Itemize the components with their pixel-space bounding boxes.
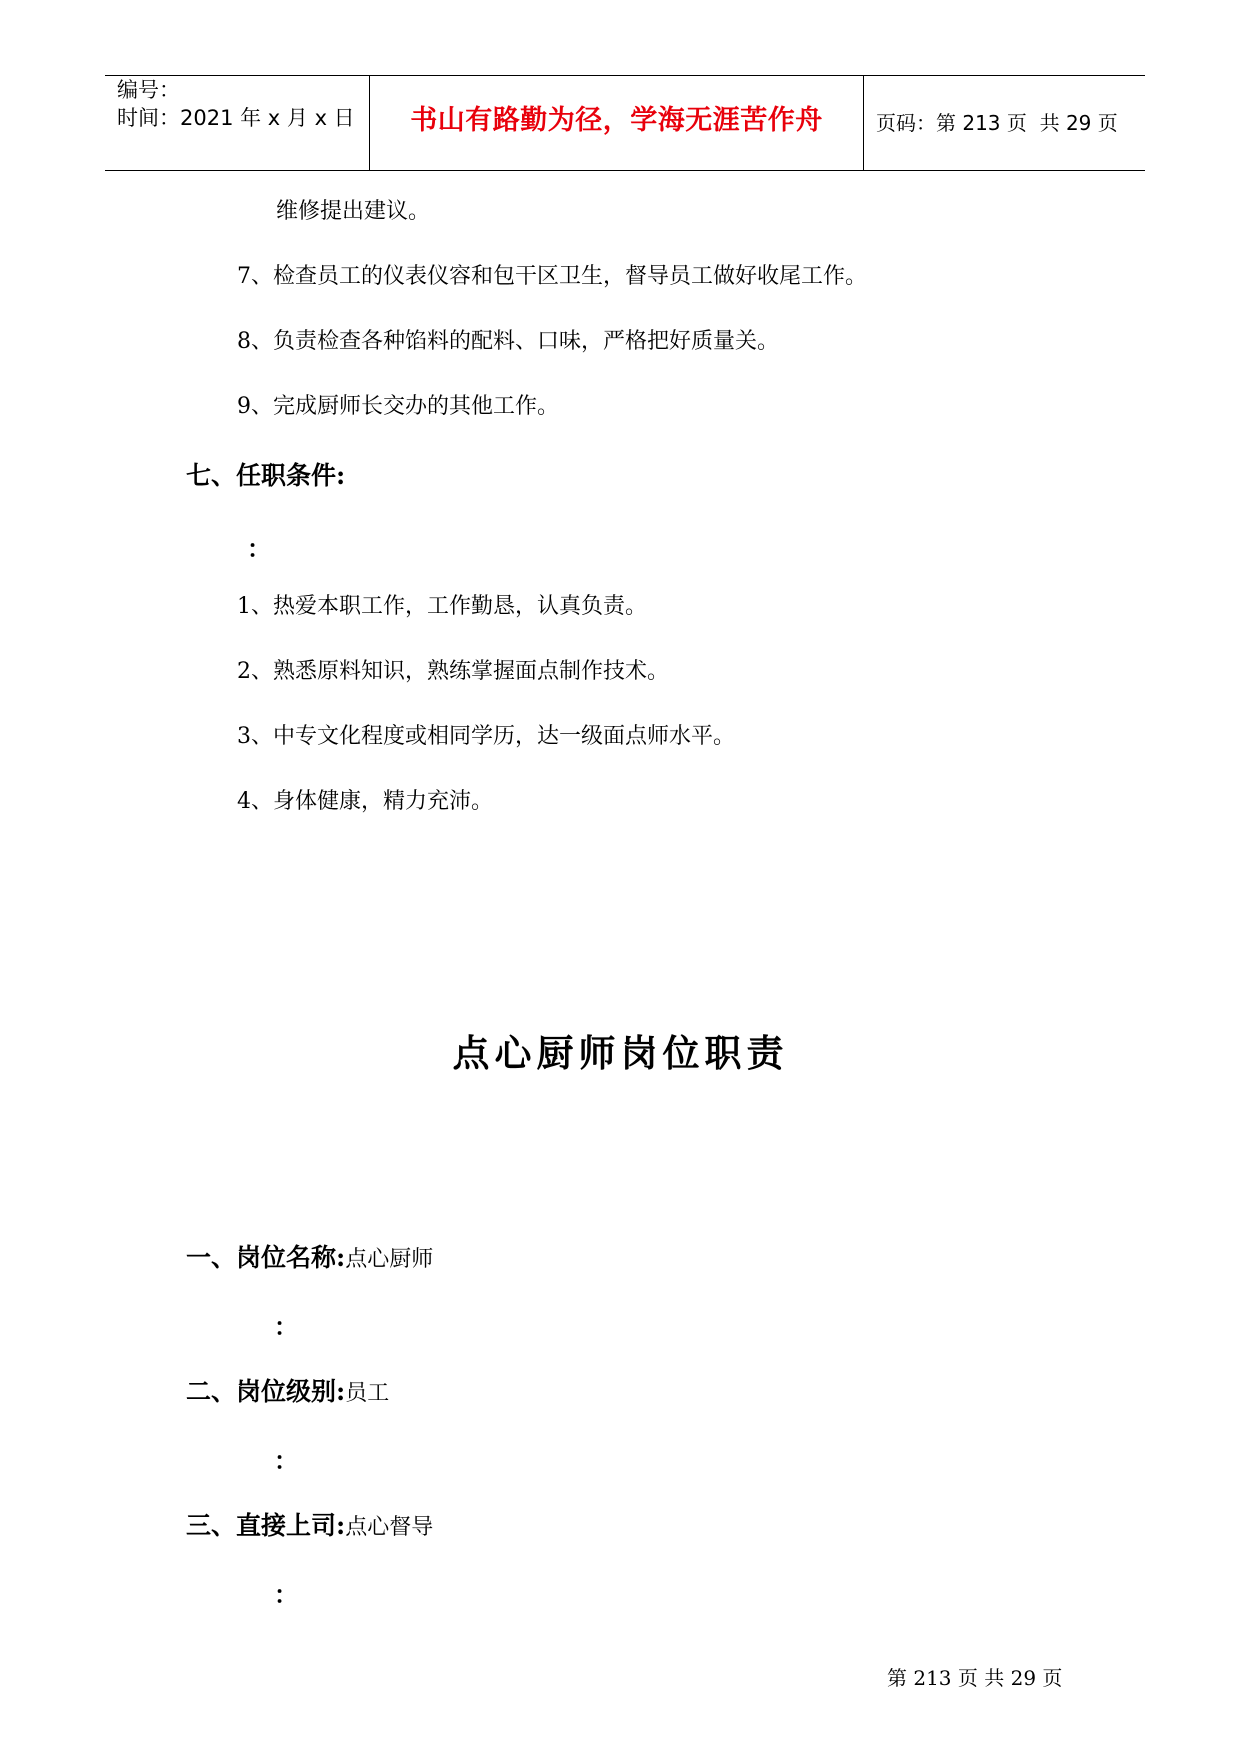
qualification-item-1: 1、热爱本职工作，工作勤恳，认真负责。 bbox=[237, 594, 647, 619]
field-label: 一、岗位名称: bbox=[186, 1243, 346, 1272]
duty-item-7: 7、检查员工的仪表仪容和包干区卫生，督导员工做好收尾工作。 bbox=[237, 264, 867, 289]
field-direct-supervisor bbox=[186, 1510, 433, 1544]
header-motto-cell bbox=[370, 76, 864, 170]
duty-item-9: 9、完成厨师长交办的其他工作。 bbox=[237, 394, 559, 419]
field-colon: ： bbox=[274, 1312, 298, 1341]
document-title: 点心厨师岗位职责 bbox=[452, 1031, 789, 1075]
continued-line: 维修提出建议。 bbox=[276, 199, 431, 224]
field-position-name bbox=[186, 1242, 433, 1276]
field-position-level bbox=[186, 1376, 389, 1410]
page-header bbox=[105, 75, 1145, 171]
time-label: 时间：2021 年 x 月 x 日 bbox=[117, 106, 355, 130]
qualification-item-2: 2、熟悉原料知识，熟练掌握面点制作技术。 bbox=[237, 659, 669, 684]
qualification-item-4: 4、身体健康，精力充沛。 bbox=[237, 789, 493, 814]
page-info: 页码：第 213 页 共 29 页 bbox=[876, 111, 1118, 135]
page-footer: 第 213 页 共 29 页 bbox=[887, 1666, 1063, 1690]
field-colon: ： bbox=[274, 1446, 298, 1475]
header-left-cell bbox=[105, 76, 370, 170]
field-label: 三、直接上司: bbox=[186, 1511, 346, 1540]
qualification-item-3: 3、中专文化程度或相同学历，达一级面点师水平。 bbox=[237, 724, 735, 749]
qualifications-heading: 七、任职条件: bbox=[186, 461, 346, 490]
field-value: 点心督导 bbox=[345, 1515, 434, 1540]
field-label: 二、岗位级别: bbox=[186, 1377, 346, 1406]
duty-item-8: 8、负责检查各种馅料的配料、口味，严格把好质量关。 bbox=[237, 329, 779, 354]
serial-label: 编号： bbox=[117, 78, 180, 102]
header-page-cell bbox=[864, 76, 1145, 170]
qualifications-colon: ： bbox=[247, 534, 271, 563]
field-value: 点心厨师 bbox=[345, 1247, 434, 1272]
field-colon: ： bbox=[274, 1580, 298, 1609]
motto-text: 书山有路勤为径，学海无涯苦作舟 bbox=[410, 105, 823, 136]
field-value: 员工 bbox=[345, 1381, 390, 1406]
